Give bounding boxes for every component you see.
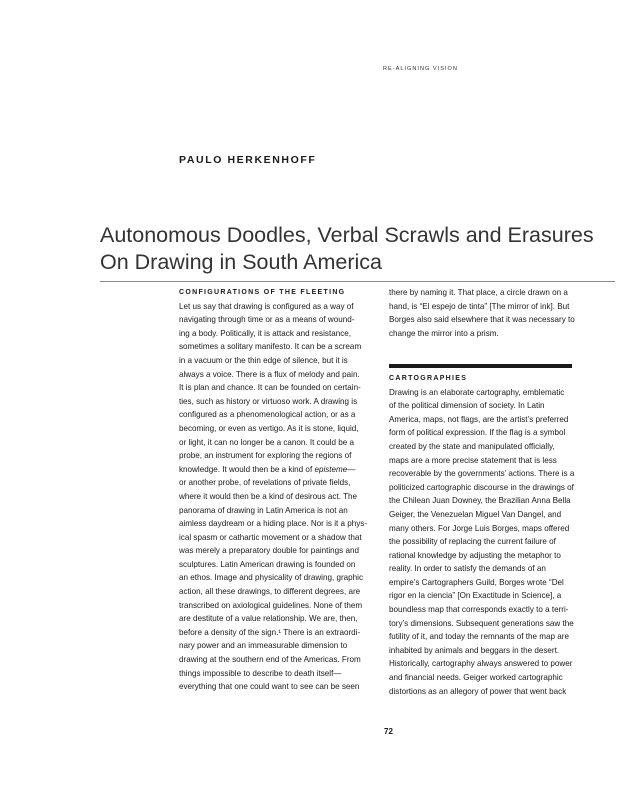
text-line: Borges also said elsewhere that it was necessary to <box>389 315 575 325</box>
text-line: action, all these drawings, to different degrees, are <box>179 587 361 597</box>
text-line: Geiger, the Venezuelan Miguel Van Dangel, and <box>389 509 562 519</box>
text-line: Let us say that drawing is configured as a way of <box>179 301 354 311</box>
section-heading-configurations: CONFIGURATIONS OF THE FLEETING <box>179 289 346 296</box>
text-line: in a vacuum or the thin edge of silence, but it is <box>179 355 348 365</box>
text-line: or another probe, of revelations of private fields, <box>179 478 351 488</box>
text-line: futility of it, and today the remnants of the map are <box>389 632 569 642</box>
text-line: ing a body. Politically, it is attack and resistance, <box>179 328 351 338</box>
text-line: always a voice. There is a flux of melody and pain. <box>179 369 360 379</box>
text-line: transcribed on axiological guidelines. None of them <box>179 600 363 610</box>
text-line: where it would then be a kind of desirous act. The <box>179 491 358 501</box>
text-line: becoming, or even as vertigo. As it is stone, liquid, <box>179 423 359 433</box>
text-line: hand, is “El espejo de tinta” [The mirror of ink]. But <box>389 301 570 311</box>
text-line: maps are a more precise statement that is less <box>389 455 557 465</box>
right-body-paragraph <box>389 386 573 699</box>
text-line: and financial needs. Geiger worked cartographic <box>389 673 563 683</box>
text-line: tory’s dimensions. Subsequent generations saw the <box>389 618 574 628</box>
text-line: probe, an instrument for exploring the regions of <box>179 451 352 461</box>
text-line: sometimes a solitary manifesto. It can be a scream <box>179 342 362 352</box>
text-line: an ethos. Image and physicality of drawing, graphic <box>179 573 364 583</box>
text-line: politicized cartographic discourse in the drawings of <box>389 482 574 492</box>
text-line: America, maps, not flags, are the artist’s preferred <box>389 414 569 424</box>
text-line: Historically, cartography always answered to power <box>389 659 573 669</box>
text-line: or light, it can no longer be a canon. It could be a <box>179 437 355 447</box>
running-head: RE-ALIGNING VISION <box>383 66 458 72</box>
text-line: before a density of the sign.¹ There is an extraordi- <box>179 627 361 637</box>
text-line: inhabited by animals and beggars in the desert. <box>389 645 560 655</box>
text-line: panorama of drawing in Latin America is not an <box>179 505 348 515</box>
text-line: form of political expression. If the flag is a symbol <box>389 428 566 438</box>
text-line: was merely a preparatory double for paintings and <box>179 546 359 556</box>
text-line: the possibility of replacing the current failure of <box>389 537 556 547</box>
text-line: things impossible to describe to death itself— <box>179 668 342 678</box>
paragraph-spacer <box>389 340 573 354</box>
text-line: navigating through time or as a means of wound- <box>179 315 355 325</box>
text-line: Drawing is an elaborate cartography, emblematic <box>389 387 565 397</box>
text-line: everything that one could want to see can be seen <box>179 682 360 692</box>
article-title <box>100 222 615 276</box>
text-line: of the political dimension of society. In Latin <box>389 401 545 411</box>
text-line: recoverable by the governments’ actions. There is a <box>389 469 575 479</box>
section-heading-cartographies: CARTOGRAPHIES <box>389 374 468 382</box>
text-line: boundless map that corresponds exactly to a terri- <box>389 605 569 615</box>
left-column <box>179 286 375 694</box>
text-line: nary power and an immeasurable dimension to <box>179 641 348 651</box>
text-line: empire’s Cartographers Guild, Borges wrote “Del <box>389 577 564 587</box>
text-line: there by naming it. That place, a circle drawn on a <box>389 288 568 297</box>
right-intro-paragraph <box>389 286 573 340</box>
text-line: aimless daydream or a hiding place. Nor is it a phys- <box>179 519 368 529</box>
text-line: sculptures. Latin American drawing is founded on <box>179 559 356 569</box>
right-column <box>389 286 573 698</box>
text-line: ties, such as history or virtuoso work. A drawing is <box>179 396 358 406</box>
text-line: distortions as an allegory of power that went back <box>389 686 567 696</box>
text-line: It is plan and chance. It can be founded on certain- <box>179 383 361 393</box>
text-line: reality. In order to satisfy the demands of an <box>389 564 546 574</box>
text-line: change the mirror into a prism. <box>389 328 499 338</box>
text-line: created by the state and manipulated officially, <box>389 441 555 451</box>
title-line: On Drawing in South America <box>100 250 383 274</box>
text-line: rigor en la ciencia” [On Exactitude in Science], a <box>389 591 562 601</box>
text-line: configured as a phenomenological action, or as a <box>179 410 356 420</box>
text-line: are destitute of a value relationship. We are, then, <box>179 614 358 624</box>
author-name: PAULO HERKENHOFF <box>179 154 317 166</box>
text-line: rational knowledge by adjusting the metaphor to <box>389 550 561 560</box>
title-line: Autonomous Doodles, Verbal Scrawls and Erasures <box>100 223 594 247</box>
text-line: many others. For Jorge Luis Borges, maps offered <box>389 523 570 533</box>
text-line: knowledge. It would then be a kind of episteme— <box>179 464 356 474</box>
section-rule <box>389 364 572 368</box>
text-line: ical spasm or cathartic movement or a shadow that <box>179 532 362 542</box>
text-line: the Chilean Juan Downey, the Brazilian Anna Bella <box>389 496 571 506</box>
page-number: 72 <box>384 727 393 736</box>
title-divider <box>100 281 615 282</box>
text-line: drawing at the southern end of the Americas. From <box>179 655 361 665</box>
